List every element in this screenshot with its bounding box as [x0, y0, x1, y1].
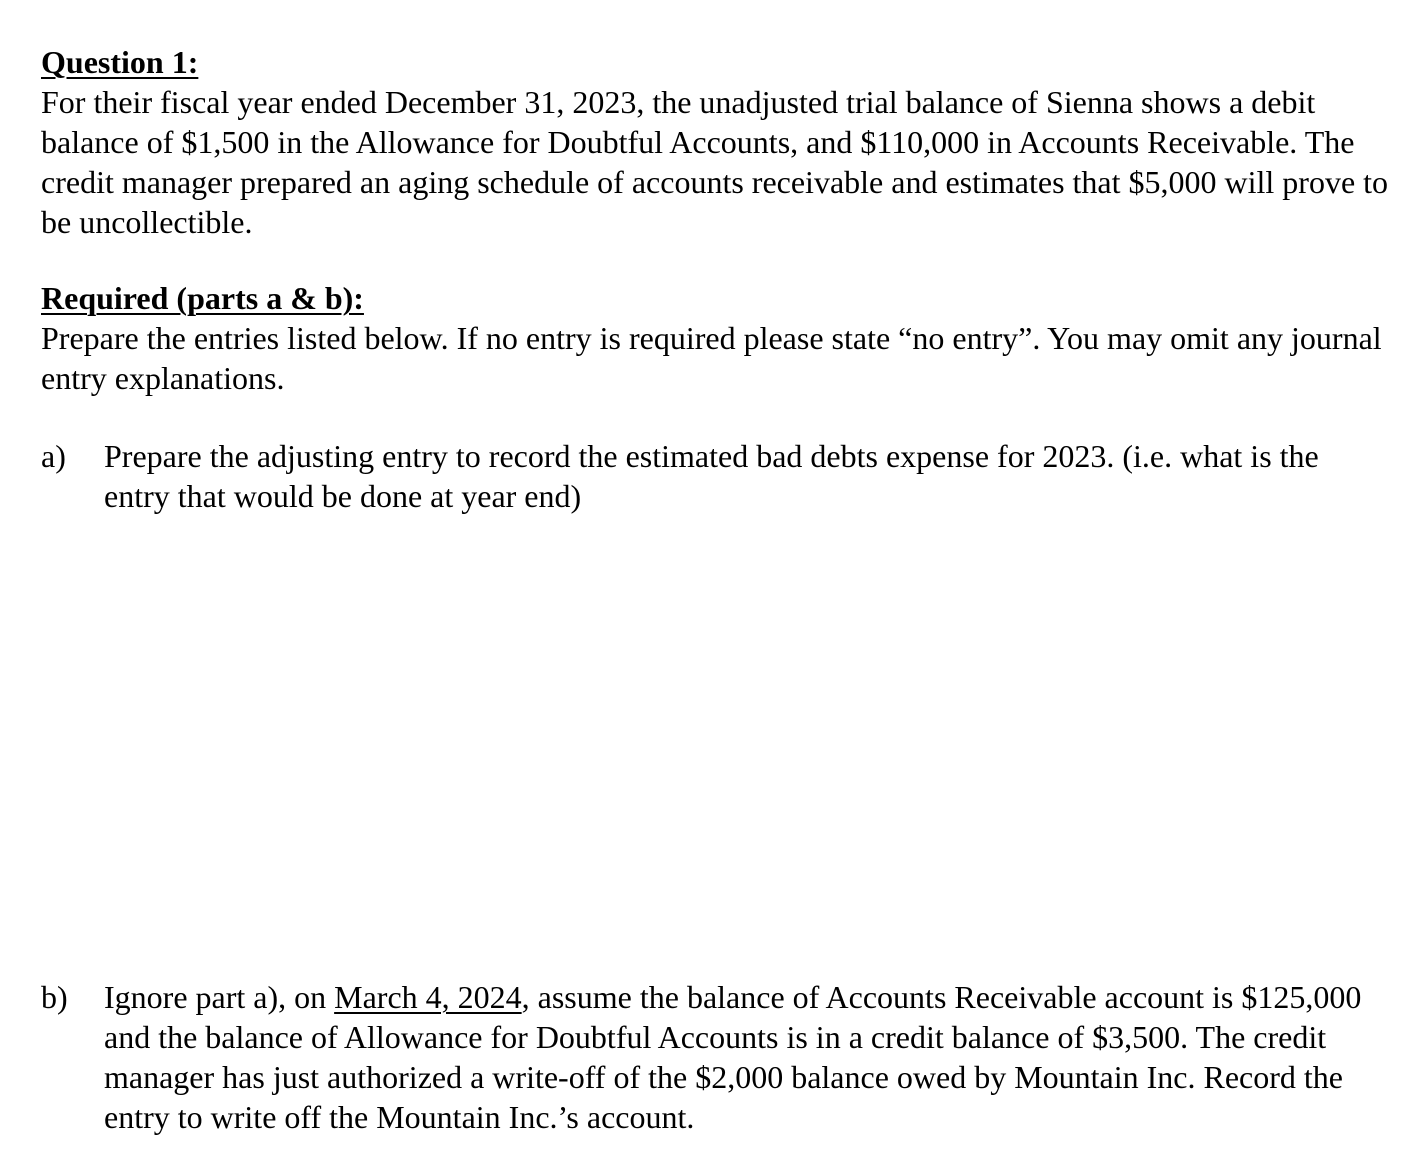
part-a — [41, 436, 1381, 516]
question-body: For their fiscal year ended December 31, 2023, the unadjusted trial balance of Sienna shows a debit balance of $1,500 in the Allowance for Doubtful Accounts, and $110,000 in Accounts Receivable. The credit manager prepared an aging schedule of accounts receivable and estimates that $5,000 will prove to be uncollectible. — [41, 84, 1389, 240]
part-b-text — [104, 977, 1381, 1137]
part-b-text-before: Ignore part a), on — [104, 979, 335, 1015]
spacer — [41, 242, 1401, 278]
required-body: Prepare the entries listed below. If no entry is required please state “no entry”. You may omit any journal entry explanations. — [41, 320, 1382, 396]
part-b-text-after: , assume the balance of Accounts Receivable account is $125,000 and the balance of Allowance for Doubtful Accounts is in a credit balance of $3,500. The credit manager has just authorized a write-off of the $2,000 balance owed by Mountain Inc. Record the entry to write off the Mountain Inc.’s account. — [104, 979, 1362, 1135]
document-page — [41, 42, 1401, 398]
required-heading: Required (parts a & b): — [41, 280, 364, 316]
part-b-date: March 4, 2024 — [334, 979, 522, 1015]
question-heading: Question 1: — [41, 44, 199, 80]
part-b-label: b) — [41, 979, 68, 1015]
part-a-label: a) — [41, 438, 66, 474]
part-a-text: Prepare the adjusting entry to record the estimated bad debts expense for 2023. (i.e. what is the entry that would be done at year end) — [104, 438, 1319, 514]
part-b — [41, 977, 1381, 1137]
